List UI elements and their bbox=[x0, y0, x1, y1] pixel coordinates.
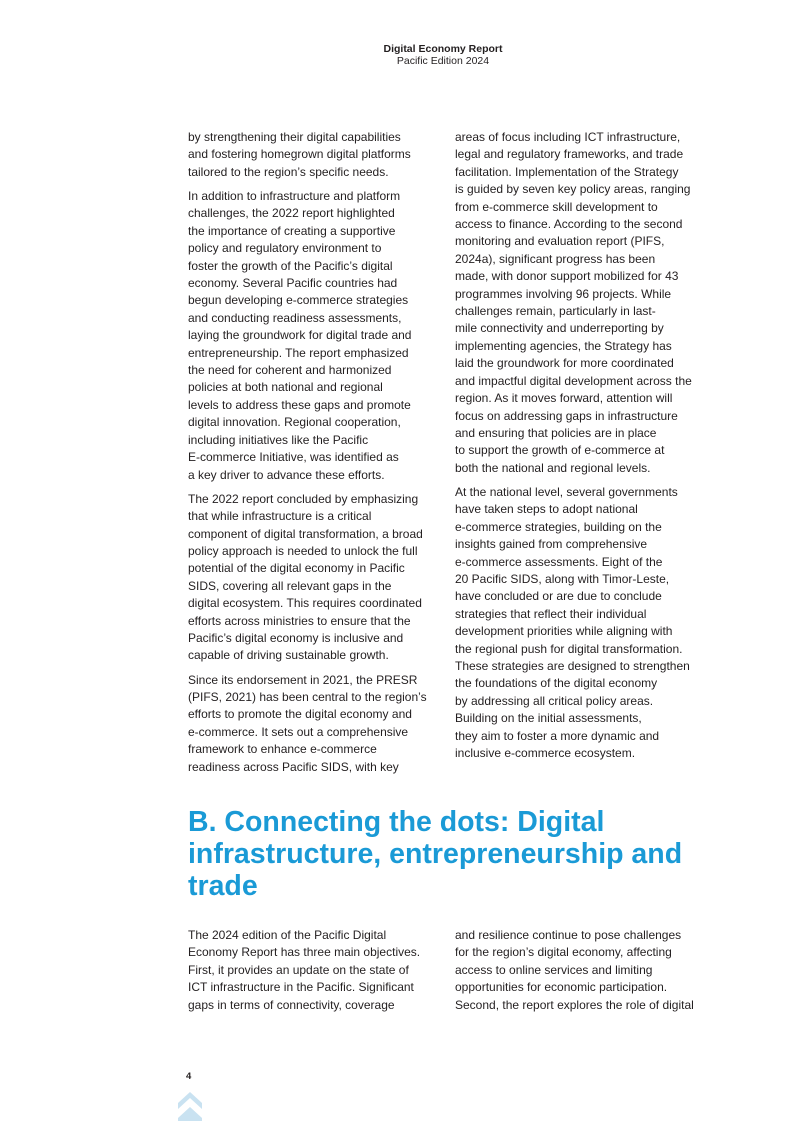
page-number: 4 bbox=[186, 1071, 192, 1082]
section-heading: B. Connecting the dots: Digital infrastructure, entrepreneurship and trade bbox=[188, 806, 683, 902]
paragraph: areas of focus including ICT infrastructure, legal and regulatory frameworks, and trade facilitation. Implementation of the Strategy is guided by seven key policy areas, ranging from e-commerce skill development to access to finance. According to the second monitoring and evaluation report (PIFS, 2024a), significant progress has been made, with donor support mobilized for 43 programmes involving 96 projects. While challenges remain, particularly in last- mile connectivity and underreporting by implementing agencies, the Strategy has laid the groundwork for more coordinated and impactful digital development across the region. As it moves forward, attention will focus on addressing gaps in infrastructure and ensuring that policies are in place to support the growth of e-commerce at both the national and regional levels. bbox=[455, 130, 692, 475]
report-title: Digital Economy Report bbox=[383, 43, 503, 55]
paragraph: The 2024 edition of the Pacific Digital Economy Report has three main objectives. First, it provides an update on the state of ICT infrastructure in the Pacific. Significant gaps in terms of connectivity, coverage bbox=[188, 928, 421, 1012]
body-column-right-top bbox=[455, 129, 713, 769]
paragraph: At the national level, several governments have taken steps to adopt national e-commerce strategies, building on the insights gained from comprehensive e-commerce assessments. Eight of the 20 Pacific SIDS, along with Timor-Leste, have concluded or are due to conclude strategies that reflect their individual development priorities while aligning with the regional push for digital transformation. These strategies are designed to strengthen the foundations of the digital economy by addressing all critical policy areas. Building on the initial assessments, they aim to foster a more dynamic and inclusive e-commerce ecosystem. bbox=[455, 484, 690, 761]
paragraph: by strengthening their digital capabilities and fostering homegrown digital platforms tailored to the region’s specific needs. bbox=[188, 130, 411, 179]
chevron-logo-icon bbox=[176, 1088, 204, 1121]
paragraph: Since its endorsement in 2021, the PRESR (PIFS, 2021) has been central to the region’s efforts to promote the digital economy and e-commerce. It sets out a comprehensive framework to enhance e-commerce readiness across Pacific SIDS, with key bbox=[188, 672, 427, 774]
paragraph: and resilience continue to pose challenges for the region’s digital economy, affecting access to online services and limiting opportunities for economic participation. Second, the report explores the role of digital bbox=[455, 928, 694, 1012]
report-edition: Pacific Edition 2024 bbox=[396, 55, 490, 67]
body-column-left-bottom bbox=[188, 927, 446, 1021]
body-column-left-top bbox=[188, 129, 446, 783]
paragraph: The 2022 report concluded by emphasizing that while infrastructure is a critical component of digital transformation, a broad policy approach is needed to unlock the full potential of the digital economy in Pacific SIDS, covering all relevant gaps in the digital ecosystem. This requires coordinated efforts across ministries to ensure that the Pacific’s digital economy is inclusive and capable of driving sustainable growth. bbox=[188, 491, 423, 663]
running-header bbox=[0, 43, 793, 67]
body-column-right-bottom bbox=[455, 927, 713, 1021]
paragraph: In addition to infrastructure and platform challenges, the 2022 report highlighted the importance of creating a supportive policy and regulatory environment to foster the growth of the Pacific’s digital economy. Several Pacific countries had begun developing e-commerce strategies and conducting readiness assessments, laying the groundwork for digital trade and entrepreneurship. The report emphasized the need for coherent and harmonized policies at both national and regional levels to address these gaps and promote digital innovation. Regional cooperation, including initiatives like the Pacific E-commerce Initiative, was identified as a key driver to advance these efforts. bbox=[188, 189, 412, 482]
